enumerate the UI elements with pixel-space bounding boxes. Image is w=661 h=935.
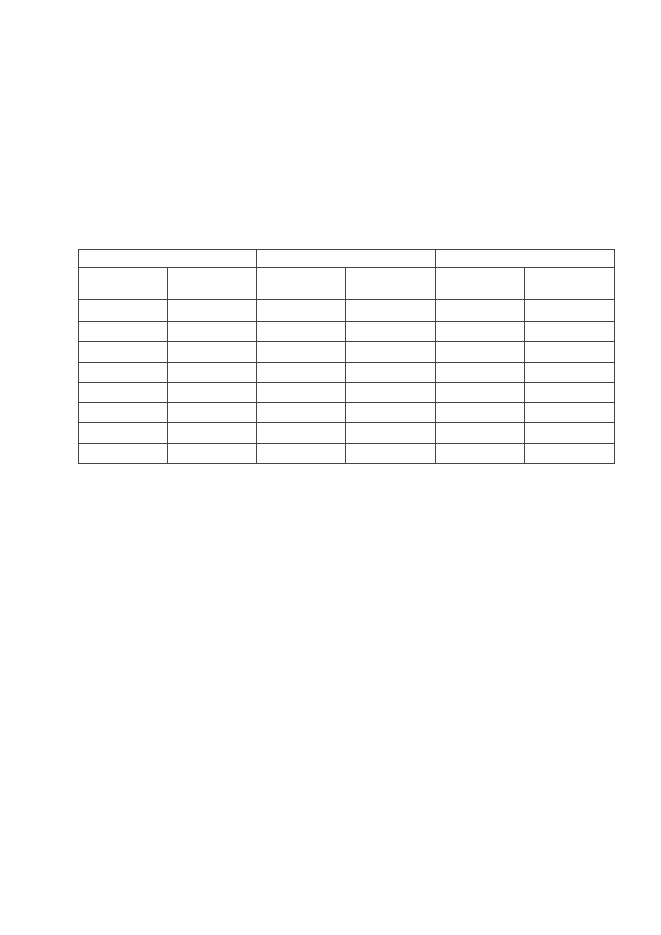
table-cell <box>525 382 615 402</box>
table-cell <box>257 403 346 423</box>
table-row <box>79 443 615 463</box>
table-cell <box>168 342 257 362</box>
column-header-voltage <box>525 268 615 300</box>
table-cell <box>525 300 615 322</box>
table-cell <box>436 443 525 463</box>
column-header-order <box>79 268 168 300</box>
table-row <box>79 423 615 443</box>
table-body <box>79 300 615 464</box>
column-header-voltage <box>168 268 257 300</box>
table-cell <box>346 403 436 423</box>
harmonics-table <box>78 249 615 464</box>
table-row <box>79 362 615 382</box>
table-cell <box>168 362 257 382</box>
table-cell <box>525 443 615 463</box>
table-cell <box>436 382 525 402</box>
table-row <box>79 403 615 423</box>
table-cell <box>436 342 525 362</box>
table-cell <box>257 300 346 322</box>
table-cell <box>257 382 346 402</box>
table-cell <box>168 423 257 443</box>
table-cell <box>79 342 168 362</box>
table-row <box>79 300 615 322</box>
table-cell <box>79 362 168 382</box>
table-cell <box>79 443 168 463</box>
table-cell <box>168 300 257 322</box>
table-cell <box>436 403 525 423</box>
table-cell <box>168 382 257 402</box>
table-cell <box>79 322 168 342</box>
column-header-order <box>257 268 346 300</box>
group-header-odd-non-triplen <box>79 250 257 268</box>
table-cell <box>346 362 436 382</box>
table-cell <box>257 423 346 443</box>
table-cell <box>79 423 168 443</box>
group-header-odd-triplen <box>257 250 436 268</box>
table-cell <box>168 443 257 463</box>
table-cell <box>168 403 257 423</box>
column-header-voltage <box>346 268 436 300</box>
table-cell <box>436 362 525 382</box>
table-cell <box>257 443 346 463</box>
table-cell <box>525 322 615 342</box>
column-header-order <box>436 268 525 300</box>
table-row <box>79 382 615 402</box>
table-cell <box>346 423 436 443</box>
table-cell <box>525 342 615 362</box>
table-cell <box>257 362 346 382</box>
table-cell <box>346 300 436 322</box>
table-cell <box>525 403 615 423</box>
table-row <box>79 322 615 342</box>
table-cell <box>525 423 615 443</box>
table-cell <box>525 362 615 382</box>
table-cell <box>436 423 525 443</box>
table-cell <box>346 443 436 463</box>
table-cell <box>436 300 525 322</box>
table-cell <box>168 322 257 342</box>
table-cell <box>346 342 436 362</box>
table-cell <box>257 322 346 342</box>
table-cell <box>436 322 525 342</box>
table-cell <box>79 382 168 402</box>
table-cell <box>79 300 168 322</box>
group-header-even <box>436 250 615 268</box>
table-cell <box>346 322 436 342</box>
table-cell <box>257 342 346 362</box>
table-row <box>79 342 615 362</box>
table-cell <box>79 403 168 423</box>
table-cell <box>346 382 436 402</box>
